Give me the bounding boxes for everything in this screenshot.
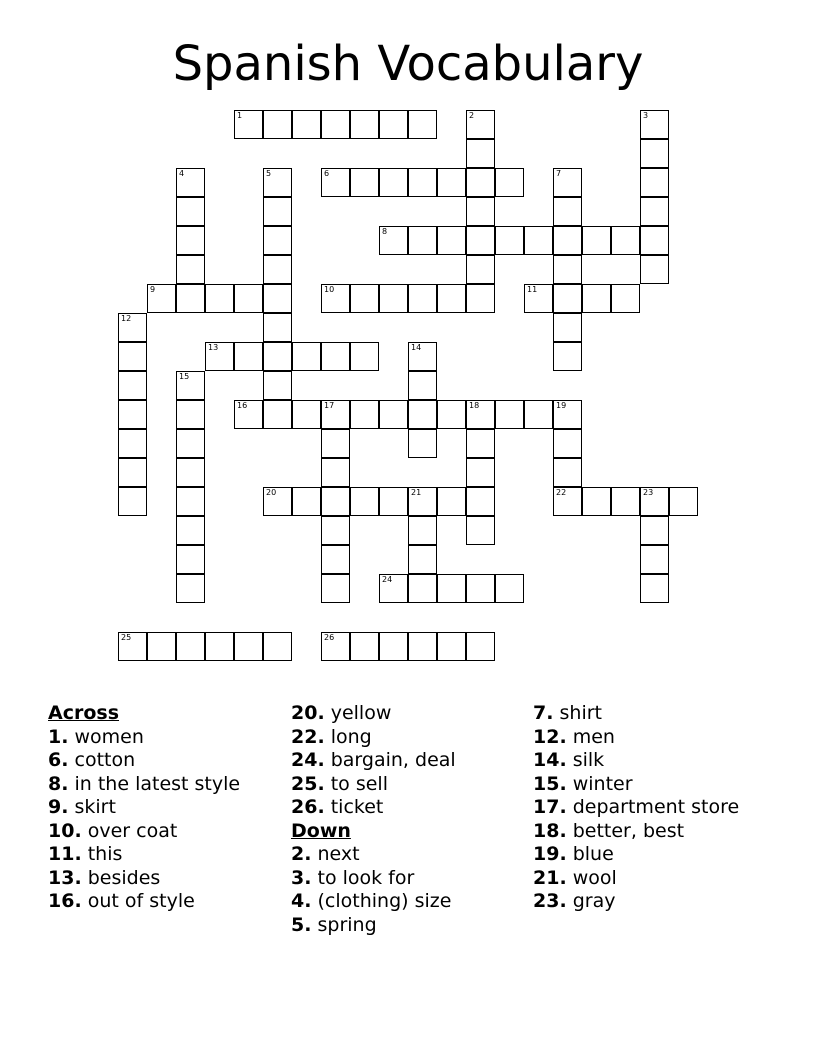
- grid-cell[interactable]: [640, 545, 669, 574]
- grid-cell[interactable]: [263, 371, 292, 400]
- grid-cell[interactable]: [234, 400, 263, 429]
- grid-cell[interactable]: [437, 574, 466, 603]
- clue-number-label: 8.: [48, 772, 69, 795]
- clue-text: cotton: [74, 749, 136, 771]
- grid-cell[interactable]: [350, 110, 379, 139]
- grid-cell[interactable]: [553, 313, 582, 342]
- grid-cell[interactable]: [553, 342, 582, 371]
- grid-cell[interactable]: [379, 226, 408, 255]
- grid-cell[interactable]: [466, 284, 495, 313]
- clue-item: [533, 749, 768, 773]
- grid-cell[interactable]: [263, 487, 292, 516]
- grid-cell[interactable]: [553, 168, 582, 197]
- clue-text: this: [87, 843, 123, 865]
- grid-cell[interactable]: [263, 632, 292, 661]
- grid-cell[interactable]: [379, 284, 408, 313]
- clue-item: [48, 867, 283, 891]
- grid-cell[interactable]: [263, 226, 292, 255]
- clue-number-label: 2.: [291, 843, 312, 865]
- grid-cell[interactable]: [640, 110, 669, 139]
- clue-item: [48, 749, 283, 773]
- clue-number-label: 19.: [533, 843, 567, 865]
- grid-cell[interactable]: [495, 400, 524, 429]
- grid-cell[interactable]: [524, 226, 553, 255]
- grid-cell[interactable]: [350, 400, 379, 429]
- grid-cell[interactable]: [379, 168, 408, 197]
- clues-column-1: [48, 702, 283, 914]
- clue-number: 17: [324, 401, 335, 410]
- clue-number: 7: [556, 169, 562, 178]
- grid-cell[interactable]: [176, 284, 205, 313]
- grid-cell[interactable]: [292, 110, 321, 139]
- clue-number-label: 18.: [533, 819, 567, 842]
- clue-text: ticket: [330, 796, 384, 818]
- grid-cell[interactable]: [524, 284, 553, 313]
- grid-cell[interactable]: [350, 284, 379, 313]
- grid-cell[interactable]: [466, 110, 495, 139]
- grid-cell[interactable]: [263, 255, 292, 284]
- clue-number: 14: [411, 343, 422, 352]
- clue-item: [291, 890, 526, 914]
- clue-number-label: 1.: [48, 725, 69, 748]
- grid-cell[interactable]: [263, 284, 292, 313]
- clue-text: shirt: [559, 702, 602, 724]
- grid-cell[interactable]: [640, 139, 669, 168]
- clue-item: [48, 843, 283, 867]
- clue-text: gray: [572, 890, 616, 912]
- clue-text: besides: [87, 866, 161, 889]
- grid-cell[interactable]: [379, 487, 408, 516]
- clue-number: 19: [556, 401, 567, 410]
- grid-cell[interactable]: [321, 458, 350, 487]
- clue-number: 26: [324, 633, 335, 642]
- clue-number: 10: [324, 285, 335, 294]
- grid-cell[interactable]: [321, 574, 350, 603]
- clue-number-label: 22.: [291, 725, 325, 748]
- clue-item: [291, 726, 526, 750]
- grid-cell[interactable]: [553, 197, 582, 226]
- clue-number-label: 16.: [48, 890, 82, 912]
- clue-item: [291, 914, 526, 938]
- clue-number-label: 13.: [48, 866, 82, 889]
- clue-number-label: 3.: [291, 866, 312, 889]
- clue-text: winter: [572, 772, 633, 795]
- grid-cell[interactable]: [234, 632, 263, 661]
- grid-cell[interactable]: [553, 284, 582, 313]
- clue-item: [533, 796, 768, 820]
- grid-cell[interactable]: [176, 226, 205, 255]
- clue-text: to look for: [317, 866, 415, 889]
- grid-cell[interactable]: [553, 458, 582, 487]
- grid-cell[interactable]: [437, 168, 466, 197]
- grid-cell[interactable]: [611, 284, 640, 313]
- clue-number: 11: [527, 285, 538, 294]
- clue-item: [48, 773, 283, 797]
- grid-cell[interactable]: [408, 168, 437, 197]
- grid-cell[interactable]: [408, 284, 437, 313]
- clue-number-label: 24.: [291, 749, 325, 771]
- grid-cell[interactable]: [408, 516, 437, 545]
- grid-cell[interactable]: [553, 487, 582, 516]
- grid-cell[interactable]: [379, 400, 408, 429]
- grid-cell[interactable]: [466, 574, 495, 603]
- clue-item: [533, 820, 768, 844]
- clue-text: out of style: [87, 890, 195, 912]
- grid-cell[interactable]: [350, 632, 379, 661]
- grid-cell[interactable]: [466, 255, 495, 284]
- clue-number: 8: [382, 227, 388, 236]
- grid-cell[interactable]: [350, 487, 379, 516]
- grid-cell[interactable]: [118, 371, 147, 400]
- grid-cell[interactable]: [466, 429, 495, 458]
- clue-number-label: 23.: [533, 890, 567, 912]
- grid-cell[interactable]: [408, 545, 437, 574]
- clue-text: wool: [572, 866, 617, 889]
- clue-number-label: 20.: [291, 702, 325, 724]
- clue-item: [533, 890, 768, 914]
- grid-cell[interactable]: [176, 168, 205, 197]
- clue-number: 3: [643, 111, 649, 120]
- grid-cell[interactable]: [611, 226, 640, 255]
- grid-cell[interactable]: [321, 284, 350, 313]
- grid-cell[interactable]: [466, 139, 495, 168]
- grid-cell[interactable]: [640, 197, 669, 226]
- grid-cell[interactable]: [466, 400, 495, 429]
- grid-cell[interactable]: [524, 400, 553, 429]
- clue-text: skirt: [74, 796, 116, 818]
- clue-number: 25: [121, 633, 132, 642]
- grid-cell[interactable]: [379, 574, 408, 603]
- grid-cell[interactable]: [205, 342, 234, 371]
- clue-text: department store: [572, 796, 740, 818]
- clue-number: 23: [643, 488, 654, 497]
- clue-number-label: 26.: [291, 796, 325, 818]
- clue-item: [291, 843, 526, 867]
- clue-item: [533, 867, 768, 891]
- grid-cell[interactable]: [553, 429, 582, 458]
- grid-cell[interactable]: [263, 400, 292, 429]
- grid-cell[interactable]: [176, 458, 205, 487]
- grid-cell[interactable]: [408, 487, 437, 516]
- clue-number: 9: [150, 285, 156, 294]
- grid-cell[interactable]: [205, 284, 234, 313]
- grid-cell[interactable]: [176, 487, 205, 516]
- grid-cell[interactable]: [147, 284, 176, 313]
- clue-number: 5: [266, 169, 272, 178]
- clue-number: 22: [556, 488, 567, 497]
- grid-cell[interactable]: [176, 516, 205, 545]
- clue-item: [533, 773, 768, 797]
- clue-text: yellow: [330, 702, 392, 724]
- grid-cell[interactable]: [321, 516, 350, 545]
- clue-number: 13: [208, 343, 219, 352]
- grid-cell[interactable]: [118, 342, 147, 371]
- clue-item: [291, 796, 526, 820]
- clue-number: 16: [237, 401, 248, 410]
- grid-cell[interactable]: [350, 168, 379, 197]
- grid-cell[interactable]: [321, 110, 350, 139]
- grid-cell[interactable]: [553, 226, 582, 255]
- grid-cell[interactable]: [321, 487, 350, 516]
- grid-cell[interactable]: [118, 487, 147, 516]
- grid-cell[interactable]: [263, 342, 292, 371]
- clue-text: over coat: [87, 819, 178, 842]
- clue-number-label: 25.: [291, 772, 325, 795]
- grid-cell[interactable]: [495, 574, 524, 603]
- grid-cell[interactable]: [640, 226, 669, 255]
- grid-cell[interactable]: [321, 632, 350, 661]
- grid-cell[interactable]: [176, 632, 205, 661]
- grid-cell[interactable]: [176, 400, 205, 429]
- clue-heading: Across: [48, 702, 120, 724]
- clue-item: [533, 702, 768, 726]
- grid-cell[interactable]: [350, 342, 379, 371]
- grid-cell[interactable]: [234, 110, 263, 139]
- clue-number-label: 6.: [48, 749, 69, 771]
- grid-cell[interactable]: [176, 255, 205, 284]
- clue-item: [291, 773, 526, 797]
- clue-number-label: 11.: [48, 843, 82, 865]
- grid-cell[interactable]: [582, 226, 611, 255]
- grid-cell[interactable]: [292, 342, 321, 371]
- clues-column-3: [533, 702, 768, 914]
- grid-cell[interactable]: [408, 342, 437, 371]
- grid-cell[interactable]: [263, 313, 292, 342]
- grid-cell[interactable]: [234, 284, 263, 313]
- clue-number-label: 10.: [48, 819, 82, 842]
- grid-cell[interactable]: [466, 632, 495, 661]
- puzzle-title: Spanish Vocabulary: [172, 36, 644, 92]
- clue-text: to sell: [330, 772, 388, 795]
- grid-cell[interactable]: [408, 110, 437, 139]
- grid-cell[interactable]: [118, 400, 147, 429]
- clue-number-label: 7.: [533, 702, 554, 724]
- clue-number: 15: [179, 372, 190, 381]
- grid-cell[interactable]: [466, 487, 495, 516]
- grid-cell[interactable]: [263, 168, 292, 197]
- grid-cell[interactable]: [408, 429, 437, 458]
- grid-cell[interactable]: [553, 255, 582, 284]
- grid-cell[interactable]: [321, 545, 350, 574]
- clue-item: [291, 749, 526, 773]
- clue-number: 6: [324, 169, 330, 178]
- grid-cell[interactable]: [495, 168, 524, 197]
- grid-cell[interactable]: [640, 487, 669, 516]
- clue-item: [48, 796, 283, 820]
- clue-item: [291, 867, 526, 891]
- clue-number-label: 21.: [533, 866, 567, 889]
- grid-cell[interactable]: [147, 632, 176, 661]
- grid-cell[interactable]: [408, 400, 437, 429]
- grid-cell[interactable]: [292, 400, 321, 429]
- grid-cell[interactable]: [466, 197, 495, 226]
- clue-text: men: [572, 725, 615, 748]
- grid-cell[interactable]: [553, 400, 582, 429]
- clue-number: 12: [121, 314, 132, 323]
- grid-cell[interactable]: [234, 342, 263, 371]
- clue-text: women: [74, 725, 144, 748]
- clue-number: 20: [266, 488, 277, 497]
- grid-cell[interactable]: [437, 226, 466, 255]
- grid-cell[interactable]: [582, 284, 611, 313]
- grid-cell[interactable]: [495, 226, 524, 255]
- grid-cell[interactable]: [466, 516, 495, 545]
- grid-cell[interactable]: [408, 226, 437, 255]
- grid-cell[interactable]: [640, 574, 669, 603]
- grid-cell[interactable]: [611, 487, 640, 516]
- clue-text: in the latest style: [74, 772, 241, 795]
- grid-cell[interactable]: [176, 197, 205, 226]
- clue-number-label: 4.: [291, 890, 312, 912]
- clue-number: 24: [382, 575, 393, 584]
- grid-cell[interactable]: [640, 255, 669, 284]
- grid-cell[interactable]: [118, 429, 147, 458]
- clue-text: silk: [572, 749, 605, 771]
- grid-cell[interactable]: [379, 110, 408, 139]
- clue-number-label: 14.: [533, 749, 567, 771]
- clue-text: (clothing) size: [317, 890, 452, 912]
- grid-cell[interactable]: [437, 400, 466, 429]
- grid-cell[interactable]: [437, 487, 466, 516]
- clues-column-2: [291, 702, 526, 937]
- grid-cell[interactable]: [321, 168, 350, 197]
- clue-number-label: 9.: [48, 796, 69, 818]
- grid-cell[interactable]: [437, 284, 466, 313]
- clue-item: [533, 843, 768, 867]
- grid-cell[interactable]: [466, 458, 495, 487]
- clue-number-label: 15.: [533, 772, 567, 795]
- grid-cell[interactable]: [176, 429, 205, 458]
- clue-heading: Down: [291, 819, 351, 842]
- grid-cell[interactable]: [118, 632, 147, 661]
- clue-text: blue: [572, 843, 614, 865]
- clue-number: 21: [411, 488, 422, 497]
- clue-text: spring: [317, 913, 377, 936]
- grid-cell[interactable]: [118, 458, 147, 487]
- grid-cell[interactable]: [292, 487, 321, 516]
- grid-cell[interactable]: [408, 632, 437, 661]
- grid-cell[interactable]: [379, 632, 408, 661]
- grid-cell[interactable]: [176, 545, 205, 574]
- grid-cell[interactable]: [640, 516, 669, 545]
- clue-item: [48, 820, 283, 844]
- clue-item: [291, 702, 526, 726]
- clue-number: 2: [469, 111, 475, 120]
- clue-text: better, best: [572, 819, 685, 842]
- grid-cell[interactable]: [321, 342, 350, 371]
- clue-item: [48, 726, 283, 750]
- clue-text: long: [330, 725, 372, 748]
- clue-text: next: [317, 843, 360, 865]
- grid-cell[interactable]: [466, 226, 495, 255]
- grid-cell[interactable]: [669, 487, 698, 516]
- clue-number-label: 17.: [533, 796, 567, 818]
- grid-cell[interactable]: [582, 487, 611, 516]
- grid-cell[interactable]: [321, 400, 350, 429]
- grid-cell[interactable]: [408, 371, 437, 400]
- clue-number-label: 12.: [533, 725, 567, 748]
- clue-number: 18: [469, 401, 480, 410]
- clue-item: [533, 726, 768, 750]
- grid-cell[interactable]: [263, 197, 292, 226]
- clue-number: 4: [179, 169, 185, 178]
- grid-cell[interactable]: [205, 632, 234, 661]
- clue-number: 1: [237, 111, 243, 120]
- grid-cell[interactable]: [408, 574, 437, 603]
- grid-cell[interactable]: [263, 110, 292, 139]
- clue-number-label: 5.: [291, 913, 312, 936]
- clue-item: [48, 890, 283, 914]
- grid-cell[interactable]: [118, 313, 147, 342]
- grid-cell[interactable]: [466, 168, 495, 197]
- grid-cell[interactable]: [321, 429, 350, 458]
- clue-text: bargain, deal: [330, 749, 456, 771]
- grid-cell[interactable]: [176, 574, 205, 603]
- grid-cell[interactable]: [437, 632, 466, 661]
- grid-cell[interactable]: [640, 168, 669, 197]
- grid-cell[interactable]: [176, 371, 205, 400]
